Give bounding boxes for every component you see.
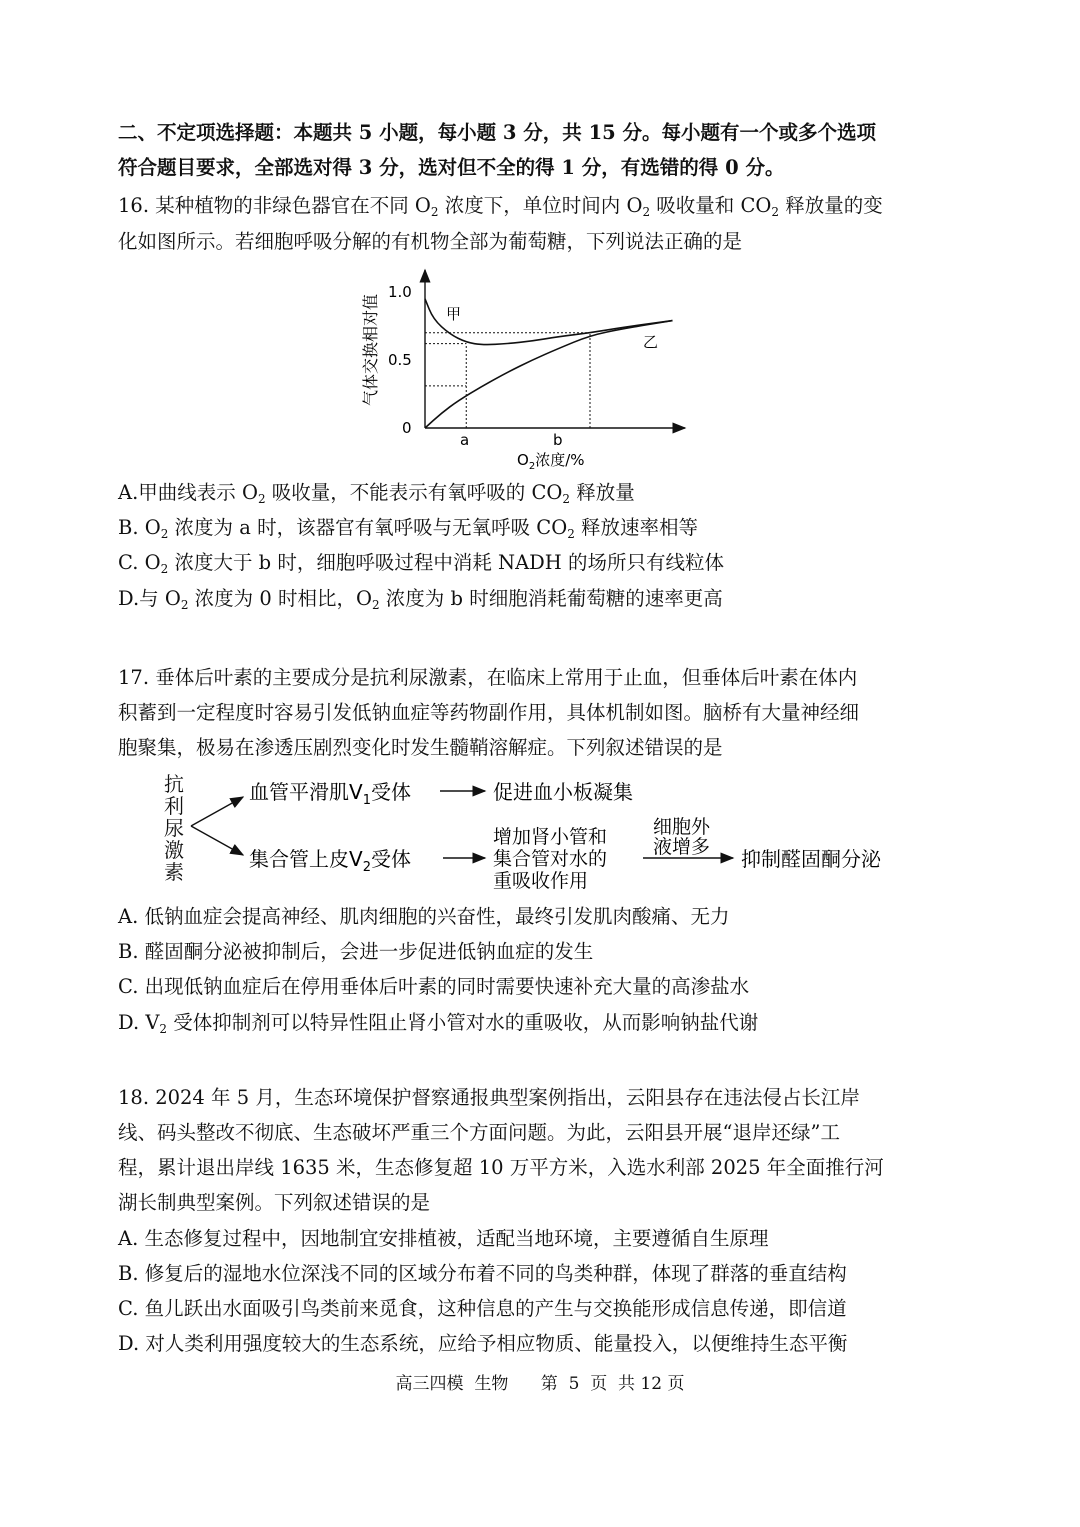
lower-step-line1: 增加肾小管和 <box>493 826 608 848</box>
upper-receptor: 血管平滑肌$V_1$受体 <box>249 780 411 808</box>
source-char-2: 利 <box>164 794 184 818</box>
y-tick-0: 0 <box>402 419 412 437</box>
curve-label-jia: 甲 <box>446 305 462 323</box>
q18-option-d: D. 对人类利用强度较大的生态系统，应给予相应物质、能量投入，以便维持生态平衡 <box>118 1332 848 1355</box>
y-tick-0.5: 0.5 <box>388 351 412 369</box>
x-axis-label: $O_2$浓度/% <box>517 451 585 472</box>
section-header-line1: 二、不定项选择题：本题共 5 小题，每小题 3 分，共 15 分。每小题有一个或多个选项 <box>118 121 877 144</box>
q17-stem-line3: 胞聚集，极易在渗透压剧烈变化时发生髓鞘溶解症。下列叙述错误的是 <box>118 736 723 759</box>
q16-option-a: A.甲曲线表示 $O_2$ 吸收量，不能表示有氧呼吸的 $CO_2$ 释放量 <box>118 481 635 506</box>
q16-option-d: D.与 $O_2$ 浓度为 0 时相比，$O_2$ 浓度为 b 时细胞消耗葡萄糖的速率更高 <box>118 587 723 612</box>
x-tick-a: a <box>460 431 470 449</box>
lower-receptor: 集合管上皮$V_2$受体 <box>249 847 411 875</box>
series-yi-curve <box>425 321 673 428</box>
lower-step-line2: 集合管对水的 <box>493 848 608 870</box>
q16-stem-line2: 化如图所示。若细胞呼吸分解的有机物全部为葡萄糖，下列说法正确的是 <box>118 230 743 253</box>
page-footer: 高三四模 生物 第 5 页 共 12 页 <box>395 1374 685 1394</box>
q17-option-b: B. 醛固酮分泌被抑制后，会进一步促进低钠血症的发生 <box>118 940 594 963</box>
source-char-4: 激 <box>164 838 184 862</box>
reference-lines <box>425 333 590 428</box>
branch-arrow-upper <box>191 797 243 826</box>
lower-arrow-label-2: 液增多 <box>653 836 711 858</box>
q16-gas-exchange-chart <box>350 265 710 475</box>
q18-stem-line3: 程，累计退出岸线 1635 米，生态修复超 10 万平方米，入选水利部 2025 年全面推行河 <box>118 1156 884 1179</box>
q17-option-c: C. 出现低钠血症后在停用垂体后叶素的同时需要快速补充大量的高渗盐水 <box>118 975 750 998</box>
q17-mechanism-diagram <box>155 770 915 900</box>
branch-arrow-lower <box>191 826 243 855</box>
q18-stem-line4: 湖长制典型案例。下列叙述错误的是 <box>118 1191 431 1214</box>
source-char-3: 尿 <box>164 816 184 840</box>
q16-stem-line1: 16. 某种植物的非绿色器官在不同 $O_2$ 浓度下，单位时间内 $O_2$ 吸收量和 $CO_2$ 释放量的变 <box>118 194 883 219</box>
upper-effect: 促进血小板凝集 <box>493 780 633 804</box>
lower-effect: 抑制醛固酮分泌 <box>741 847 881 871</box>
lower-arrow-label-1: 细胞外 <box>653 816 711 838</box>
q18-stem-line2: 线、码头整改不彻底、生态破坏严重三个方面问题。为此，云阳县开展“退岸还绿”工 <box>118 1121 840 1144</box>
q17-stem-line1: 17. 垂体后叶素的主要成分是抗利尿激素，在临床上常用于止血，但垂体后叶素在体内 <box>118 666 858 689</box>
curve-label-yi: 乙 <box>643 333 659 351</box>
lower-step-line3: 重吸收作用 <box>493 870 589 892</box>
q18-option-b: B. 修复后的湿地水位深浅不同的区域分布着不同的鸟类种群，体现了群落的垂直结构 <box>118 1262 847 1285</box>
y-axis-label: 气体交换相对值 <box>361 293 380 407</box>
q17-option-d: D. $V_2$ 受体抑制剂可以特异性阻止肾小管对水的重吸收，从而影响钠盐代谢 <box>118 1011 759 1036</box>
q18-stem-line1: 18. 2024 年 5 月，生态环境保护督察通报典型案例指出，云阳县存在违法侵占长江岸 <box>118 1086 860 1109</box>
q16-option-b: B. $O_2$ 浓度为 a 时，该器官有氧呼吸与无氧呼吸 $CO_2$ 释放速率相等 <box>118 516 699 541</box>
series-jia-curve <box>425 299 673 345</box>
y-tick-1.0: 1.0 <box>388 283 412 301</box>
x-tick-b: b <box>553 431 563 449</box>
q17-stem-line2: 积蓄到一定程度时容易引发低钠血症等药物副作用，具体机制如图。脑桥有大量神经细 <box>118 701 860 724</box>
q16-option-c: C. $O_2$ 浓度大于 b 时，细胞呼吸过程中消耗 NADH 的场所只有线粒体 <box>118 551 725 576</box>
section-header-line2: 符合题目要求，全部选对得 3 分，选对但不全的得 1 分，有选错的得 0 分。 <box>118 156 785 179</box>
q18-option-a: A. 生态修复过程中，因地制宜安排植被，适配当地环境，主要遵循自生原理 <box>118 1227 769 1250</box>
q17-option-a: A. 低钠血症会提高神经、肌肉细胞的兴奋性，最终引发肌肉酸痛、无力 <box>118 905 730 928</box>
source-char-5: 素 <box>164 860 184 884</box>
q18-option-c: C. 鱼儿跃出水面吸引鸟类前来觅食，这种信息的产生与交换能形成信息传递，即信道 <box>118 1297 847 1320</box>
source-char-1: 抗 <box>164 772 184 796</box>
